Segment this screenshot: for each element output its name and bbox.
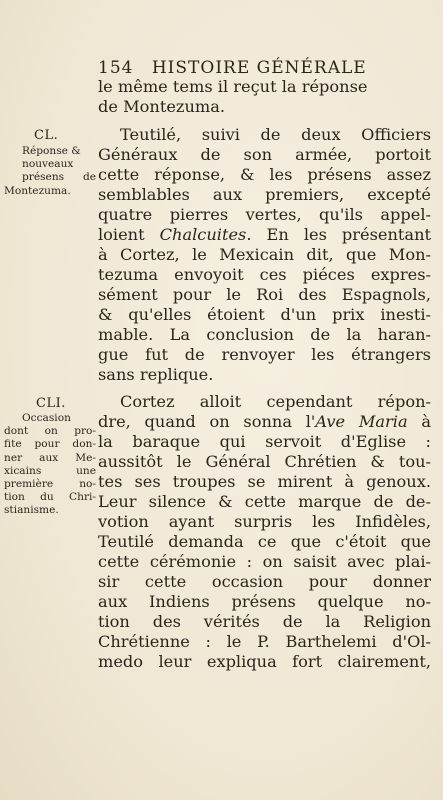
body-line: à Cortez, le Mexicain dit, que Mon- [98, 245, 431, 264]
body-line: medo leur expliqua fort clairement, [98, 652, 431, 671]
body-line: votion ayant surpris les Infidèles, [98, 512, 431, 531]
body-line-ave-maria [98, 412, 431, 432]
body-line: tes ses troupes se mirent à genoux. [98, 472, 431, 491]
margin-note-line: stianisme. [4, 504, 59, 517]
italic-phrase-ave-maria: Ave Maria [315, 412, 408, 431]
margin-note-line: présens de [22, 171, 96, 184]
margin-note-number: CLI. [36, 396, 66, 411]
body-line: Généraux de son armée, portoit [98, 145, 431, 164]
body-line: Teutilé, suivi de deux Officiers [120, 125, 431, 144]
running-title: HISTOIRE GÉNÉRALE [151, 58, 367, 78]
margin-note [4, 412, 96, 518]
page-number: 154 [98, 58, 134, 78]
body-line: aux Indiens présens quelque no- [98, 592, 431, 611]
body-line: tezuma envoyoit ces piéces expres- [98, 265, 431, 284]
body-line: quatre pierres vertes, qu'ils appel- [98, 205, 431, 224]
body-line: le même tems il reçut la réponse [98, 77, 368, 96]
margin-note-line: nouveaux [22, 158, 74, 171]
margin-note-line: Montezuma. [4, 184, 71, 197]
margin-note-line: tion du Chri- [4, 491, 96, 504]
body-line: & qu'elles étoient d'un prix inesti- [98, 305, 431, 324]
body-line: Cortez alloit cependant répon- [120, 392, 431, 411]
body-line: aussitôt le Général Chrétien & tou- [98, 452, 431, 471]
italic-word-chalcuites: Chalcuites [159, 225, 247, 244]
body-line: sément pour le Roi des Espagnols, [98, 285, 431, 304]
margin-note-line: première no- [4, 478, 96, 491]
margin-note-line: Réponse & [22, 145, 81, 157]
margin-note [4, 145, 96, 198]
body-line: mable. La conclusion de la haran- [98, 325, 431, 344]
body-line-text: dre, quand on sonna l'Ave Maria à [98, 412, 431, 431]
body-line: Leur silence & cette marque de de- [98, 492, 431, 511]
margin-note-number: CL. [34, 128, 59, 143]
body-line: cette réponse, & les présens assez [98, 165, 431, 184]
body-line: Teutilé demanda ce que c'étoit que [98, 532, 431, 551]
margin-note-line: xicains une [4, 464, 96, 477]
body-line: la baraque qui servoit d'Eglise : [98, 432, 431, 451]
body-line: sir cette occasion pour donner [98, 572, 431, 591]
body-line: tion des vérités de la Religion [98, 612, 431, 631]
body-line: sans replique. [98, 365, 214, 384]
body-line: de Montezuma. [98, 97, 226, 116]
body-line-text: loient Chalcuites. En les présentant [98, 225, 431, 244]
page-header [98, 58, 428, 78]
body-line: cette cérémonie : on saisit avec plai- [98, 552, 431, 571]
margin-note-line: Occasion [22, 412, 71, 424]
margin-note-line: ner aux Me- [4, 451, 96, 464]
body-line: Chrétienne : le P. Barthelemi d'Ol- [98, 632, 431, 651]
margin-note-line: fite pour don- [4, 438, 96, 451]
margin-note-line: dont on pro- [4, 425, 96, 438]
body-line: semblables aux premiers, excepté [98, 185, 431, 204]
body-line: gue fut de renvoyer les étrangers [98, 345, 431, 364]
body-line-chalcuites [98, 225, 431, 245]
